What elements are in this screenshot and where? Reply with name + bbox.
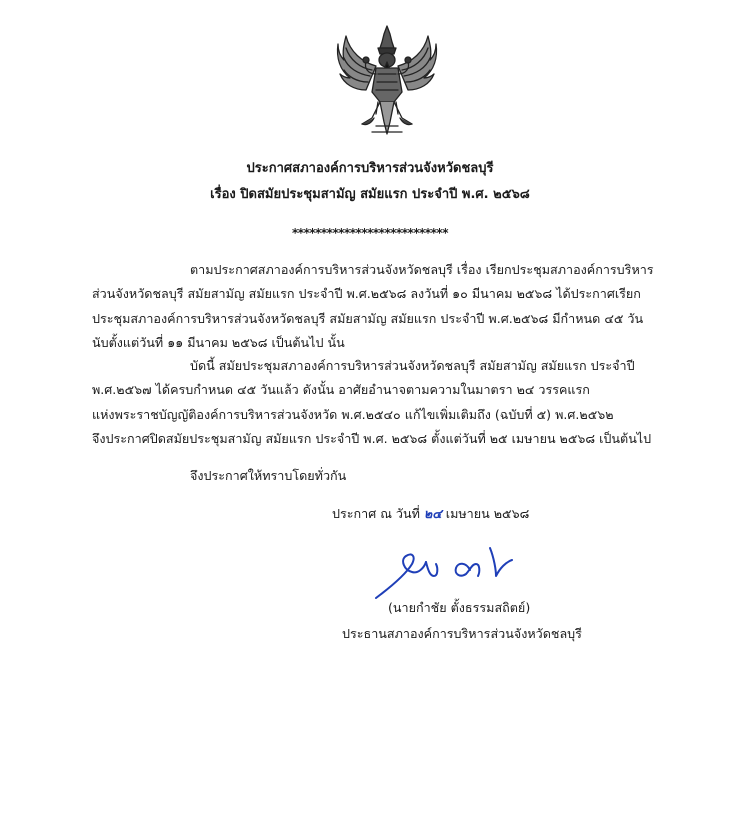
- signature-icon: [372, 540, 552, 604]
- paragraph-line: ตามประกาศสภาองค์การบริหารส่วนจังหวัดชลบุรี เรื่อง เรียกประชุมสภาองค์การบริหาร: [190, 262, 654, 277]
- paragraph-line: จึงประกาศปิดสมัยประชุมสามัญ สมัยแรก ประจำปี พ.ศ. ๒๕๖๘ ตั้งแต่วันที่ ๒๕ เมษายน ๒๕๖๘ เป็นต้นไป: [92, 430, 652, 446]
- signer-position: ประธานสภาองค์การบริหารส่วนจังหวัดชลบุรี: [342, 626, 582, 641]
- paragraph-line: ประชุมสภาองค์การบริหารส่วนจังหวัดชลบุรี สมัยสามัญ สมัยแรก ประจำปี พ.ศ.๒๕๖๘ มีกำหนด ๔๕ วัน: [92, 310, 644, 326]
- date-month-year: เมษายน ๒๕๖๘: [445, 506, 530, 521]
- paragraph-line: แห่งพระราชบัญญัติองค์การบริหารส่วนจังหวัด พ.ศ.๒๕๔๐ แก้ไขเพิ่มเติมถึง (ฉบับที่ ๕) พ.ศ.๒๕๖๒: [92, 406, 614, 422]
- announcement-subject: เรื่อง ปิดสมัยประชุมสามัญ สมัยแรก ประจำปี พ.ศ. ๒๕๖๘: [210, 187, 530, 202]
- date-prefix: ประกาศ ณ วันที่: [332, 506, 420, 521]
- garuda-emblem-icon: [332, 22, 442, 140]
- date-day: ๒๔: [423, 506, 442, 521]
- paragraph-line: บัดนี้ สมัยประชุมสภาองค์การบริหารส่วนจังหวัดชลบุรี สมัยสามัญ สมัยแรก ประจำปี: [190, 358, 635, 373]
- separator-line: ***************************: [292, 226, 448, 240]
- closing-statement: จึงประกาศให้ทราบโดยทั่วกัน: [190, 468, 347, 483]
- paragraph-line: พ.ศ.๒๕๖๗ ได้ครบกำหนด ๔๕ วันแล้ว ดังนั้น อาศัยอำนาจตามความในมาตรา ๒๔ วรรคแรก: [92, 382, 590, 398]
- announcement-title: ประกาศสภาองค์การบริหารส่วนจังหวัดชลบุรี: [246, 161, 494, 176]
- announcement-date: [332, 504, 529, 524]
- paragraph-2: [92, 354, 700, 451]
- signer-name: (นายกำชัย ตั้งธรรมสถิตย์): [388, 600, 531, 615]
- paragraph-line: นับตั้งแต่วันที่ ๑๑ มีนาคม ๒๕๖๘ เป็นต้นไป นั้น: [92, 334, 345, 350]
- paragraph-line: ส่วนจังหวัดชลบุรี สมัยสามัญ สมัยแรก ประจำปี พ.ศ.๒๕๖๘ ลงวันที่ ๑๐ มีนาคม ๒๕๖๘ ได้ประกาศเรียก: [92, 286, 641, 302]
- paragraph-1: [92, 258, 700, 355]
